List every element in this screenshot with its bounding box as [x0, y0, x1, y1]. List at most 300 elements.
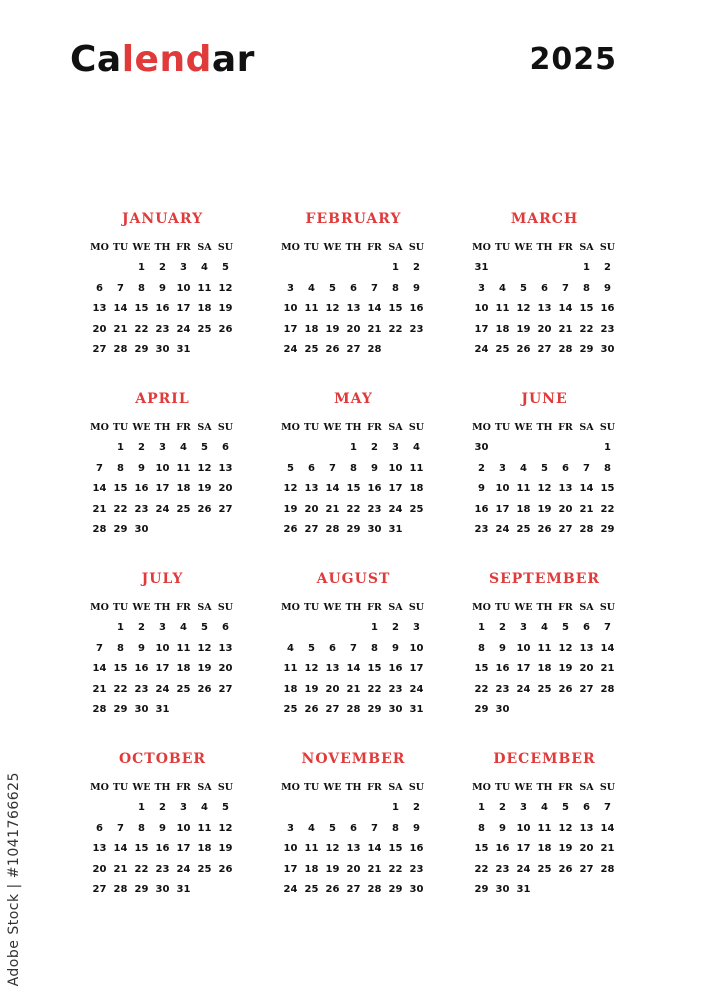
day-cell: 1: [350, 442, 357, 453]
day-cell: 30: [155, 344, 170, 356]
empty-day-cell: [301, 258, 322, 279]
weekday-header-row: [88, 418, 237, 438]
weekday-label: TH: [536, 782, 553, 793]
weekday-label: MO: [90, 602, 109, 613]
month-july: [88, 568, 237, 748]
day-cell: 22: [134, 863, 149, 875]
month-december: [470, 748, 619, 928]
day-cell: 10: [283, 843, 298, 855]
day-cell: 26: [558, 863, 573, 875]
weekday-label: SU: [217, 422, 234, 433]
day-cell: 6: [222, 622, 229, 633]
day-cell: 22: [113, 503, 128, 515]
days-grid: [470, 258, 619, 361]
day-cell: 29: [134, 884, 149, 896]
empty-day-cell: [576, 880, 597, 901]
day-cell: 15: [600, 483, 615, 495]
weekday-label: SU: [408, 422, 425, 433]
month-april: [88, 388, 237, 568]
day-cell: 20: [92, 863, 107, 875]
day-cell: 7: [117, 822, 124, 834]
weekday-label: TU: [112, 422, 129, 433]
empty-day-cell: [513, 700, 534, 721]
day-cell: 30: [409, 884, 424, 896]
day-cell: 28: [579, 524, 594, 536]
day-cell: 21: [92, 683, 107, 695]
day-cell: 21: [579, 503, 594, 515]
day-cell: 2: [413, 262, 420, 273]
weekday-label: FR: [558, 602, 573, 613]
day-cell: 11: [304, 303, 319, 315]
day-cell: 27: [558, 524, 573, 536]
day-cell: 22: [474, 683, 489, 695]
day-cell: 16: [155, 303, 170, 315]
day-cell: 21: [367, 323, 382, 335]
empty-day-cell: [215, 700, 236, 721]
day-cell: 3: [392, 442, 399, 453]
day-cell: 1: [138, 262, 145, 273]
day-cell: 4: [287, 642, 294, 654]
weekday-label: TU: [494, 602, 511, 613]
day-cell: 28: [325, 524, 340, 536]
days-grid: [470, 798, 619, 901]
month-november: [279, 748, 428, 928]
days-grid: [279, 618, 428, 721]
days-grid: [88, 438, 237, 541]
day-cell: 13: [579, 822, 594, 834]
empty-day-cell: [194, 520, 215, 541]
day-cell: 24: [155, 503, 170, 515]
weekday-label: TU: [303, 602, 320, 613]
day-cell: 26: [304, 704, 319, 716]
day-cell: 14: [92, 663, 107, 675]
empty-day-cell: [89, 258, 110, 279]
day-cell: 28: [346, 704, 361, 716]
weekday-label: SA: [388, 602, 403, 613]
weekday-label: MO: [281, 422, 300, 433]
day-cell: 15: [113, 663, 128, 675]
day-cell: 18: [197, 303, 212, 315]
days-grid: [279, 258, 428, 361]
day-cell: 25: [409, 503, 424, 515]
day-cell: 1: [583, 262, 590, 273]
day-cell: 20: [218, 483, 233, 495]
day-cell: 17: [388, 483, 403, 495]
day-cell: 16: [409, 843, 424, 855]
day-cell: 18: [176, 483, 191, 495]
day-cell: 3: [413, 622, 420, 633]
day-cell: 11: [176, 462, 191, 474]
day-cell: 26: [537, 524, 552, 536]
day-cell: 1: [478, 622, 485, 633]
weekday-label: WE: [514, 602, 533, 613]
day-cell: 24: [409, 683, 424, 695]
day-cell: 5: [562, 622, 569, 633]
day-cell: 25: [283, 704, 298, 716]
day-cell: 31: [155, 704, 170, 716]
day-cell: 19: [325, 323, 340, 335]
empty-day-cell: [343, 798, 364, 819]
day-cell: 29: [388, 884, 403, 896]
day-cell: 17: [176, 843, 191, 855]
day-cell: 16: [367, 483, 382, 495]
day-cell: 8: [604, 462, 611, 474]
weekday-header-row: [470, 778, 619, 798]
day-cell: 19: [304, 683, 319, 695]
day-cell: 4: [180, 622, 187, 633]
day-cell: 27: [579, 683, 594, 695]
day-cell: 2: [138, 622, 145, 633]
weekday-label: WE: [514, 782, 533, 793]
day-cell: 8: [478, 642, 485, 654]
day-cell: 1: [371, 622, 378, 633]
empty-day-cell: [406, 520, 427, 541]
day-cell: 11: [495, 303, 510, 315]
day-cell: 14: [600, 642, 615, 654]
day-cell: 23: [155, 323, 170, 335]
day-cell: 2: [159, 802, 166, 813]
day-cell: 18: [304, 323, 319, 335]
day-cell: 23: [495, 683, 510, 695]
day-cell: 21: [325, 503, 340, 515]
day-cell: 1: [478, 802, 485, 813]
day-cell: 6: [350, 822, 357, 834]
day-cell: 19: [558, 843, 573, 855]
day-cell: 7: [562, 282, 569, 294]
weekday-label: WE: [514, 242, 533, 253]
weekday-label: SU: [599, 602, 616, 613]
day-cell: 11: [409, 462, 424, 474]
weekday-label: FR: [558, 242, 573, 253]
day-cell: 9: [159, 282, 166, 294]
day-cell: 17: [516, 663, 531, 675]
day-cell: 23: [474, 524, 489, 536]
empty-day-cell: [110, 258, 131, 279]
day-cell: 17: [176, 303, 191, 315]
calendar-title: [70, 38, 255, 82]
empty-day-cell: [513, 438, 534, 459]
day-cell: 16: [388, 663, 403, 675]
day-cell: 17: [155, 663, 170, 675]
day-cell: 14: [600, 822, 615, 834]
day-cell: 7: [350, 642, 357, 654]
day-cell: 1: [117, 442, 124, 453]
day-cell: 27: [346, 344, 361, 356]
empty-day-cell: [301, 618, 322, 639]
day-cell: 27: [579, 863, 594, 875]
weekday-header-row: [88, 238, 237, 258]
month-name: OCTOBER: [118, 751, 207, 767]
title-part-3: ar: [211, 39, 255, 80]
weekday-label: SU: [599, 422, 616, 433]
day-cell: 29: [367, 704, 382, 716]
weekday-label: SA: [197, 242, 212, 253]
day-cell: 20: [558, 503, 573, 515]
day-cell: 5: [201, 442, 208, 453]
month-name: AUGUST: [316, 571, 391, 587]
day-cell: 27: [346, 884, 361, 896]
day-cell: 20: [346, 323, 361, 335]
day-cell: 25: [304, 344, 319, 356]
day-cell: 5: [201, 622, 208, 633]
weekday-label: FR: [176, 422, 191, 433]
day-cell: 10: [409, 642, 424, 654]
day-cell: 1: [138, 802, 145, 813]
day-cell: 6: [96, 282, 103, 294]
empty-day-cell: [215, 880, 236, 901]
day-cell: 1: [392, 802, 399, 813]
empty-day-cell: [280, 618, 301, 639]
day-cell: 8: [117, 642, 124, 654]
weekday-label: FR: [367, 422, 382, 433]
month-october: [88, 748, 237, 928]
day-cell: 14: [579, 483, 594, 495]
month-january: [88, 208, 237, 388]
day-cell: 10: [176, 822, 191, 834]
weekday-label: MO: [472, 782, 491, 793]
day-cell: 14: [367, 303, 382, 315]
empty-day-cell: [534, 700, 555, 721]
weekday-label: TU: [303, 782, 320, 793]
month-march: [470, 208, 619, 388]
weekday-label: WE: [514, 422, 533, 433]
weekday-label: SU: [408, 782, 425, 793]
day-cell: 28: [558, 344, 573, 356]
weekday-label: TH: [536, 242, 553, 253]
weekday-header-row: [279, 238, 428, 258]
day-cell: 5: [329, 822, 336, 834]
day-cell: 31: [388, 524, 403, 536]
day-cell: 2: [392, 622, 399, 633]
weekday-label: SA: [197, 782, 212, 793]
days-grid: [279, 438, 428, 541]
day-cell: 8: [117, 462, 124, 474]
months-grid: [88, 208, 619, 928]
day-cell: 10: [516, 642, 531, 654]
day-cell: 27: [537, 344, 552, 356]
month-name: NOVEMBER: [301, 751, 406, 767]
day-cell: 13: [346, 843, 361, 855]
day-cell: 9: [138, 462, 145, 474]
empty-day-cell: [322, 258, 343, 279]
day-cell: 12: [558, 642, 573, 654]
weekday-label: TH: [345, 422, 362, 433]
weekday-label: SU: [217, 242, 234, 253]
day-cell: 28: [367, 884, 382, 896]
weekday-label: MO: [90, 782, 109, 793]
day-cell: 9: [499, 642, 506, 654]
weekday-header-row: [279, 418, 428, 438]
weekday-label: WE: [132, 602, 151, 613]
day-cell: 2: [159, 262, 166, 273]
day-cell: 5: [329, 282, 336, 294]
weekday-label: TH: [345, 602, 362, 613]
weekday-label: TH: [345, 242, 362, 253]
empty-day-cell: [215, 340, 236, 361]
empty-day-cell: [89, 798, 110, 819]
empty-day-cell: [110, 798, 131, 819]
day-cell: 22: [579, 323, 594, 335]
day-cell: 30: [600, 344, 615, 356]
day-cell: 26: [325, 344, 340, 356]
weekday-label: TU: [494, 782, 511, 793]
empty-day-cell: [322, 618, 343, 639]
day-cell: 26: [197, 683, 212, 695]
day-cell: 29: [600, 524, 615, 536]
day-cell: 27: [304, 524, 319, 536]
weekday-header-row: [88, 598, 237, 618]
empty-day-cell: [597, 880, 618, 901]
day-cell: 6: [583, 622, 590, 633]
day-cell: 15: [134, 303, 149, 315]
day-cell: 27: [92, 344, 107, 356]
day-cell: 28: [600, 683, 615, 695]
day-cell: 21: [346, 683, 361, 695]
day-cell: 30: [474, 442, 489, 453]
day-cell: 11: [537, 822, 552, 834]
weekday-label: MO: [472, 242, 491, 253]
empty-day-cell: [555, 438, 576, 459]
day-cell: 5: [222, 802, 229, 813]
day-cell: 31: [409, 704, 424, 716]
day-cell: 20: [579, 843, 594, 855]
day-cell: 13: [92, 303, 107, 315]
day-cell: 8: [371, 642, 378, 654]
empty-day-cell: [534, 438, 555, 459]
day-cell: 18: [304, 863, 319, 875]
day-cell: 26: [197, 503, 212, 515]
day-cell: 22: [367, 683, 382, 695]
day-cell: 19: [218, 303, 233, 315]
day-cell: 19: [283, 503, 298, 515]
day-cell: 20: [325, 683, 340, 695]
day-cell: 30: [388, 704, 403, 716]
empty-day-cell: [301, 798, 322, 819]
weekday-label: TU: [112, 782, 129, 793]
day-cell: 25: [495, 344, 510, 356]
day-cell: 21: [600, 843, 615, 855]
day-cell: 29: [346, 524, 361, 536]
day-cell: 5: [562, 802, 569, 813]
day-cell: 18: [537, 843, 552, 855]
weekday-label: SU: [408, 602, 425, 613]
day-cell: 12: [537, 483, 552, 495]
month-name: MARCH: [510, 211, 579, 227]
empty-day-cell: [322, 438, 343, 459]
day-cell: 16: [409, 303, 424, 315]
day-cell: 2: [413, 802, 420, 813]
day-cell: 7: [604, 622, 611, 633]
day-cell: 11: [537, 642, 552, 654]
weekday-label: MO: [281, 602, 300, 613]
day-cell: 6: [329, 642, 336, 654]
day-cell: 4: [499, 282, 506, 294]
month-september: [470, 568, 619, 748]
empty-day-cell: [280, 438, 301, 459]
day-cell: 24: [388, 503, 403, 515]
day-cell: 18: [537, 663, 552, 675]
day-cell: 8: [478, 822, 485, 834]
weekday-label: TH: [154, 602, 171, 613]
day-cell: 24: [283, 884, 298, 896]
day-cell: 25: [197, 323, 212, 335]
weekday-label: SU: [599, 242, 616, 253]
weekday-label: WE: [132, 782, 151, 793]
weekday-label: SU: [217, 782, 234, 793]
day-cell: 24: [155, 683, 170, 695]
title-part-1: Ca: [70, 39, 122, 80]
weekday-label: FR: [367, 242, 382, 253]
weekday-label: MO: [472, 422, 491, 433]
month-name: JUNE: [521, 391, 568, 407]
weekday-header-row: [470, 238, 619, 258]
weekday-label: FR: [558, 422, 573, 433]
day-cell: 2: [499, 802, 506, 813]
weekday-header-row: [470, 598, 619, 618]
weekday-label: TU: [303, 422, 320, 433]
day-cell: 17: [409, 663, 424, 675]
day-cell: 12: [516, 303, 531, 315]
day-cell: 8: [392, 282, 399, 294]
weekday-label: SU: [408, 242, 425, 253]
day-cell: 9: [413, 282, 420, 294]
weekday-label: SA: [579, 602, 594, 613]
day-cell: 24: [516, 863, 531, 875]
day-cell: 15: [474, 663, 489, 675]
day-cell: 25: [537, 683, 552, 695]
day-cell: 9: [138, 642, 145, 654]
day-cell: 11: [197, 822, 212, 834]
day-cell: 13: [325, 663, 340, 675]
empty-day-cell: [576, 438, 597, 459]
day-cell: 8: [583, 282, 590, 294]
weekday-label: SA: [197, 602, 212, 613]
day-cell: 6: [96, 822, 103, 834]
day-cell: 6: [583, 802, 590, 813]
weekday-label: MO: [472, 602, 491, 613]
empty-day-cell: [364, 798, 385, 819]
day-cell: 25: [176, 683, 191, 695]
day-cell: 28: [92, 704, 107, 716]
day-cell: 7: [371, 822, 378, 834]
weekday-label: TH: [154, 782, 171, 793]
day-cell: 28: [600, 863, 615, 875]
empty-day-cell: [89, 438, 110, 459]
day-cell: 6: [308, 462, 315, 474]
empty-day-cell: [343, 618, 364, 639]
day-cell: 10: [474, 303, 489, 315]
day-cell: 24: [176, 323, 191, 335]
weekday-label: TH: [536, 422, 553, 433]
weekday-label: SA: [197, 422, 212, 433]
day-cell: 23: [155, 863, 170, 875]
day-cell: 10: [516, 822, 531, 834]
weekday-label: TU: [494, 242, 511, 253]
day-cell: 12: [558, 822, 573, 834]
empty-day-cell: [280, 798, 301, 819]
day-cell: 25: [516, 524, 531, 536]
day-cell: 25: [304, 884, 319, 896]
empty-day-cell: [194, 880, 215, 901]
month-may: [279, 388, 428, 568]
day-cell: 30: [495, 704, 510, 716]
day-cell: 19: [558, 663, 573, 675]
weekday-label: FR: [558, 782, 573, 793]
day-cell: 3: [478, 282, 485, 294]
day-cell: 20: [218, 663, 233, 675]
empty-day-cell: [89, 618, 110, 639]
day-cell: 19: [197, 663, 212, 675]
